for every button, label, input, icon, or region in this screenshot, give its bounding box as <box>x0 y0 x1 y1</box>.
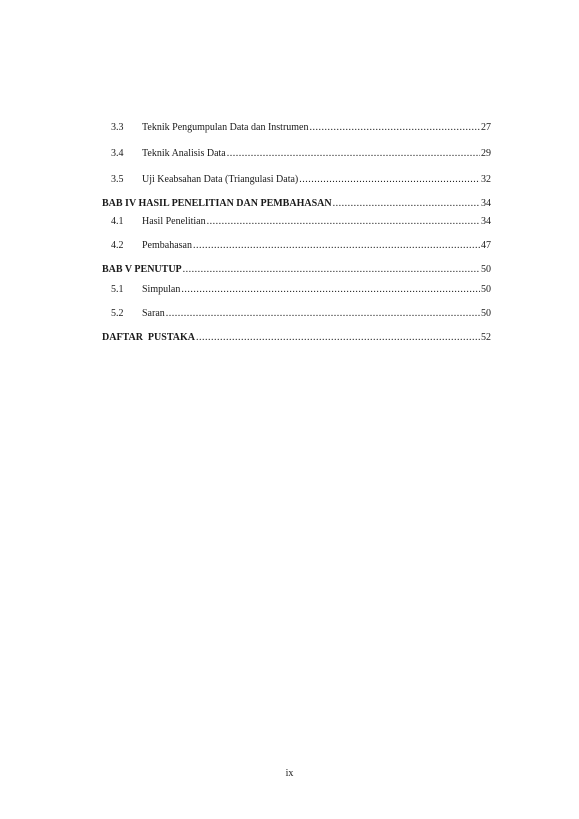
toc-entry-5-2 <box>111 308 491 320</box>
toc-entry-title: Saran <box>142 308 165 319</box>
toc-leader-dots <box>207 216 480 228</box>
toc-entry-page: 52 <box>481 332 491 343</box>
toc-leader-dots <box>181 284 480 296</box>
toc-entry-page: 50 <box>481 264 491 275</box>
toc-entry-page: 27 <box>481 122 491 133</box>
toc-entry-title: Teknik Analisis Data <box>142 148 226 159</box>
toc-chapter-title: DAFTAR PUSTAKA <box>102 332 195 343</box>
toc-leader-dots <box>166 308 480 320</box>
toc-entry-title: Teknik Pengumpulan Data dan Instrumen <box>142 122 309 133</box>
toc-leader-dots <box>227 148 480 160</box>
toc-entry-number: 5.1 <box>111 284 124 295</box>
toc-entry-number: 3.5 <box>111 174 124 185</box>
toc-entry-page: 32 <box>481 174 491 185</box>
toc-entry-number: 3.4 <box>111 148 124 159</box>
toc-entry-3-3 <box>111 122 491 134</box>
toc-entry-3-5 <box>111 174 491 186</box>
toc-entry-page: 50 <box>481 284 491 295</box>
toc-entry-number: 4.2 <box>111 240 124 251</box>
toc-leader-dots <box>183 264 480 276</box>
toc-entry-title: Pembahasan <box>142 240 192 251</box>
toc-chapter-title: BAB IV HASIL PENELITIAN DAN PEMBAHASAN <box>102 198 332 209</box>
toc-leader-dots <box>193 240 480 252</box>
toc-entry-4-1 <box>111 216 491 228</box>
toc-entry-3-4 <box>111 148 491 160</box>
toc-entry-5-1 <box>111 284 491 296</box>
toc-entry-page: 47 <box>481 240 491 251</box>
toc-chapter-daftar-pustaka <box>102 332 491 344</box>
toc-entry-4-2 <box>111 240 491 252</box>
toc-chapter-bab-v <box>102 264 491 276</box>
toc-leader-dots <box>299 174 480 186</box>
toc-chapter-bab-iv <box>102 198 491 210</box>
toc-entry-page: 34 <box>481 216 491 227</box>
toc-leader-dots <box>309 122 480 134</box>
toc-entry-title: Simpulan <box>142 284 181 295</box>
toc-entry-number: 3.3 <box>111 122 124 133</box>
toc-entry-page: 34 <box>481 198 491 209</box>
toc-chapter-title: BAB V PENUTUP <box>102 264 182 275</box>
toc-entry-page: 50 <box>481 308 491 319</box>
toc-entry-number: 4.1 <box>111 216 124 227</box>
toc-entry-title: Hasil Penelitian <box>142 216 206 227</box>
toc-entry-number: 5.2 <box>111 308 124 319</box>
toc-entry-page: 29 <box>481 148 491 159</box>
table-of-contents <box>102 122 491 344</box>
page-number-footer: ix <box>285 768 294 779</box>
toc-leader-dots <box>196 332 480 344</box>
toc-entry-title: Uji Keabsahan Data (Triangulasi Data) <box>142 174 299 185</box>
toc-leader-dots <box>333 198 480 210</box>
